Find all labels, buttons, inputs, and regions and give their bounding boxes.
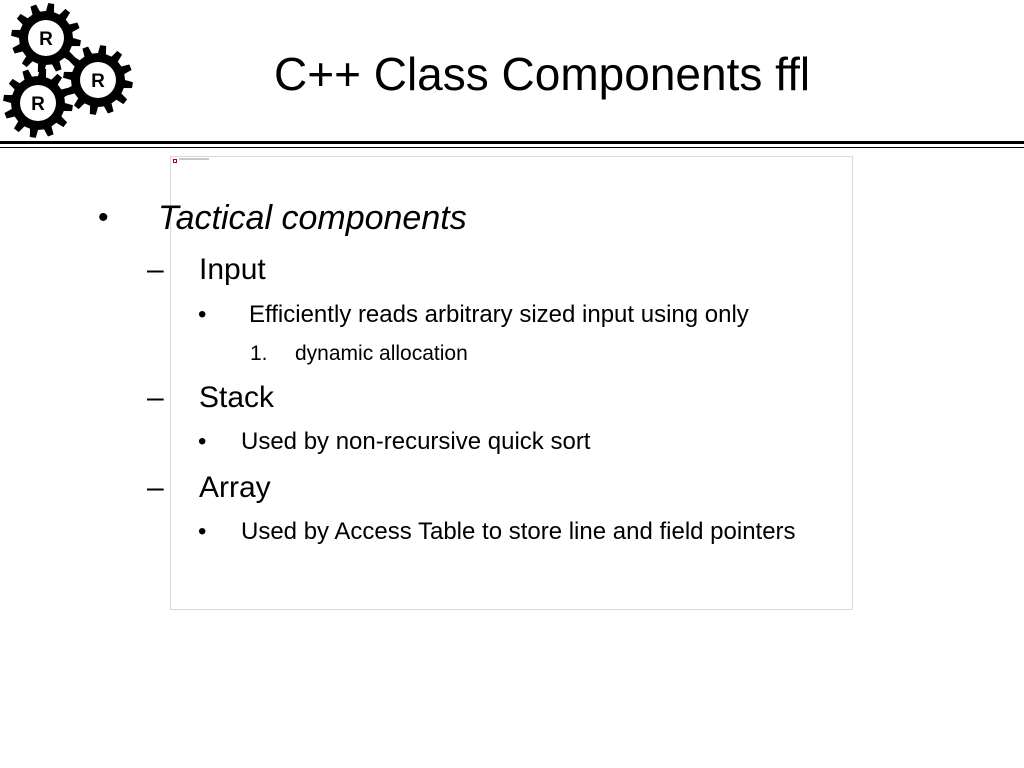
dash-marker: – [147,471,164,504]
bullet-marker: • [198,518,207,545]
dash-marker: – [147,381,164,414]
title-divider-thin [0,147,1024,148]
gears-logo-icon [0,0,140,145]
bullet-marker: • [198,428,207,455]
section-label-array: Array [199,471,271,504]
object-caption [179,158,209,160]
sub-detail-dynamic-allocation: dynamic allocation [295,342,468,365]
object-marker-icon [173,159,177,163]
detail-array: Used by Access Table to store line and field pointers [241,518,796,545]
detail-stack: Used by non-recursive quick sort [241,428,591,455]
dash-marker: – [147,253,164,286]
title-divider-thick [0,141,1024,144]
gear-letter-right: R [91,71,105,92]
slide-title: C++ Class Components ffl [274,48,811,100]
section-label-input: Input [199,253,266,286]
heading-tactical-components: Tactical components [158,199,467,237]
detail-input: Efficiently reads arbitrary sized input using only [249,301,749,328]
numbered-marker: 1. [250,342,268,365]
bullet-marker: • [198,301,207,328]
gear-letter-bottom: R [31,94,45,115]
section-label-stack: Stack [199,381,275,414]
bullet-marker: • [98,201,109,234]
gear-letter-top: R [39,29,53,50]
